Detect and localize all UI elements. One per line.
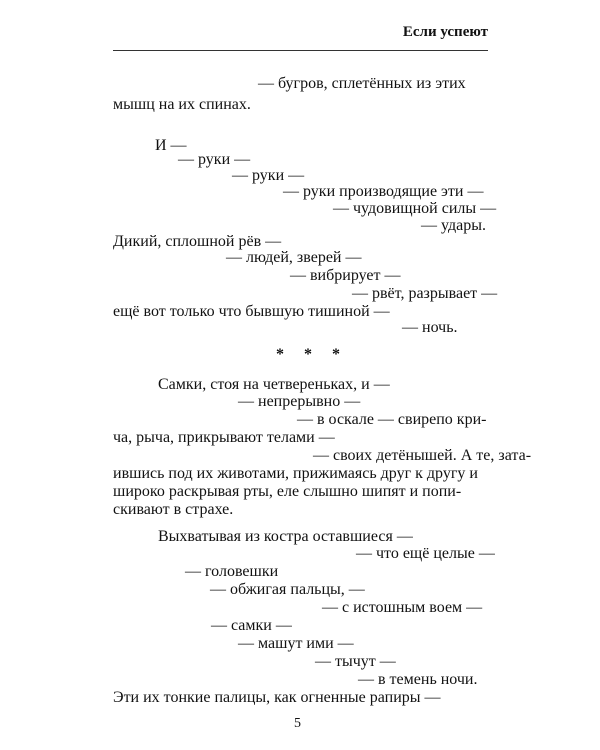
text-line: — руки производящие эти — [283, 183, 484, 200]
text-line: Выхватывая из костра оставшиеся — [158, 528, 413, 545]
text-line: — руки — [232, 167, 305, 184]
text-line: — руки — [178, 151, 251, 168]
text-line: — самки — [211, 617, 292, 634]
text-line: скивают в страхе. [113, 501, 234, 518]
text-line: — в темень ночи. [358, 671, 478, 688]
text-line: Дикий, сплошной рёв — [113, 233, 282, 250]
running-header: Если успеют [402, 24, 488, 40]
header-rule [113, 50, 488, 51]
text-line: И — [155, 137, 187, 154]
section-separator: * * * [276, 346, 348, 363]
text-line: — машут ими — [238, 635, 354, 652]
text-line: — удары. [421, 217, 486, 234]
text-line: — головешки [185, 563, 279, 580]
text-line: — ночь. [402, 319, 458, 336]
text-line: — вибрирует — [290, 267, 401, 284]
text-line: широко раскрывая рты, еле слышно шипят и попи- [113, 483, 462, 500]
text-line: — с истошным воем — [322, 599, 483, 616]
text-line: — тычут — [315, 653, 396, 670]
page-number: 5 [294, 716, 301, 731]
text-line: — непрерывно — [238, 393, 361, 410]
text-line: ча, рыча, прикрывают телами — [113, 429, 335, 446]
text-line: Самки, стоя на четвереньках, и — [158, 376, 390, 393]
text-line: — в оскале — свирепо кри- [297, 411, 487, 428]
text-line: — рвёт, разрывает — [352, 285, 498, 302]
text-line: — бугров, сплетённых из этих [258, 75, 466, 92]
text-line: — людей, зверей — [226, 249, 362, 266]
text-line: ещё вот только что бывшую тишиной — [113, 303, 390, 320]
text-line: ившись под их животами, прижимаясь друг к другу и [113, 465, 478, 482]
text-line: мышц на их спинах. [113, 96, 251, 113]
text-line: Эти их тонкие палицы, как огненные рапиры — [113, 689, 441, 706]
text-line: — чудовищной силы — [333, 200, 497, 217]
text-line: — обжигая пальцы, — [210, 581, 365, 598]
text-line: — своих детёнышей. А те, зата- [313, 447, 532, 464]
text-line: — что ещё целые — [356, 545, 495, 562]
